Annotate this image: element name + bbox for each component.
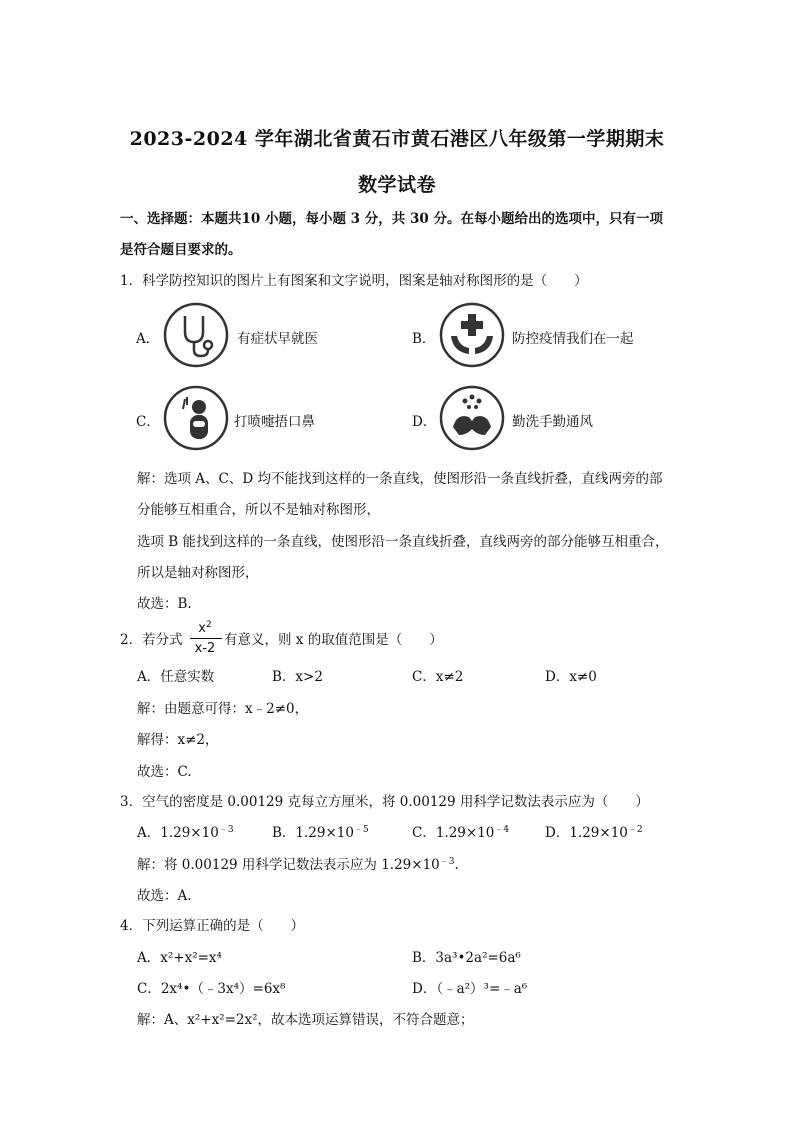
q2-fraction-denominator: x-2 [194,641,216,656]
q4-option-d: D．（﹣a²）³=﹣a⁶ [412,981,528,997]
q1-solution-line5: 故选：B. [137,596,192,612]
handwash-icon [439,385,505,451]
q2-option-c: C．x≠2 [412,669,464,685]
q1-option-a-text: 有症状早就医 [237,331,318,347]
q2-fraction-bar [190,638,222,639]
stethoscope-icon [163,302,229,368]
q1-option-d-label: D． [412,414,437,430]
q2-option-b: B．x>2 [272,669,323,685]
page-subtitle: 数学试卷 [357,174,436,196]
q2-fraction-numerator: $x^2$ [198,620,212,636]
q4-option-a: A．x²+x²=x⁴ [137,950,222,966]
q1-option-c-text: 打喷嚏捂口鼻 [234,414,315,430]
q4-option-b: B．3a³•2a²=6a⁶ [412,950,521,966]
q3-stem: 3．空气的密度是 0.00129 克每立方厘米，将 0.00129 用科学记数法表示应为（ ） [120,794,649,810]
q1-solution-line4: 所以是轴对称图形， [137,565,259,581]
section-heading-cont: 是符合题目要求的。 [120,242,242,258]
q2-solution-line1: 解：由题意可得：x﹣2≠0， [137,701,309,717]
q3-solution-line1: 解：将 0.00129 用科学记数法表示应为 $1.29\times 10^{﹣3}$. [137,857,459,873]
q1-option-b-text: 防控疫情我们在一起 [512,331,634,347]
q1-option-d-text: 勤洗手勤通风 [512,414,593,430]
q2-stem-pre: 2．若分式 [120,632,183,648]
q2-stem-post: 有意义，则 x 的取值范围是（ ） [224,632,443,648]
q4-solution-line1: 解：A、x²+x²=2x²，故本选项运算错误，不符合题意； [137,1012,474,1028]
q2-option-d: D．x≠0 [545,669,597,685]
q1-option-a-label: A． [136,331,160,347]
q4-stem: 4．下列运算正确的是（ ） [120,918,305,934]
page-title: 2023-2024 学年湖北省黄石市黄石港区八年级第一学期期末 [129,128,665,150]
q1-solution-line2: 分能够互相重合，所以不是轴对称图形， [137,502,380,518]
section-heading: 一、选择题：本题共10 小题，每小题 3 分，共 30 分。在每小题给出的选项中，只有一项 [120,211,663,227]
q3-solution-line2: 故选：A. [137,888,192,904]
sneeze-person-icon [163,385,229,451]
q4-option-c: C．2x⁴•（﹣3x⁴）=6x⁸ [137,981,286,997]
q2-option-a: A．任意实数 [137,669,215,685]
q1-option-b-label: B． [412,331,436,347]
q3-option-d: D．$1.29\times 10^{﹣2}$ [545,825,643,841]
q1-solution-line1: 解：选项 A、C、D 均不能找到这样的一条直线，使图形沿一条直线折叠，直线两旁的部 [137,471,663,487]
q1-solution-line3: 选项 B 能找到这样的一条直线，使图形沿一条直线折叠，直线两旁的部分能够互相重合， [137,534,669,550]
q2-solution-line3: 故选：C. [137,764,192,780]
q1-stem: 1．科学防控知识的图片上有图案和文字说明，图案是轴对称图形的是（ ） [120,273,588,289]
q3-option-c: C．$1.29\times 10^{﹣4}$ [412,825,510,841]
cross-hands-icon [439,302,505,368]
q1-option-c-label: C． [136,414,160,430]
q3-option-b: B．$1.29\times 10^{﹣5}$ [272,825,369,841]
q2-solution-line2: 解得：x≠2， [137,732,219,748]
q3-option-a: A．$1.29\times 10^{﹣3}$ [137,825,234,841]
